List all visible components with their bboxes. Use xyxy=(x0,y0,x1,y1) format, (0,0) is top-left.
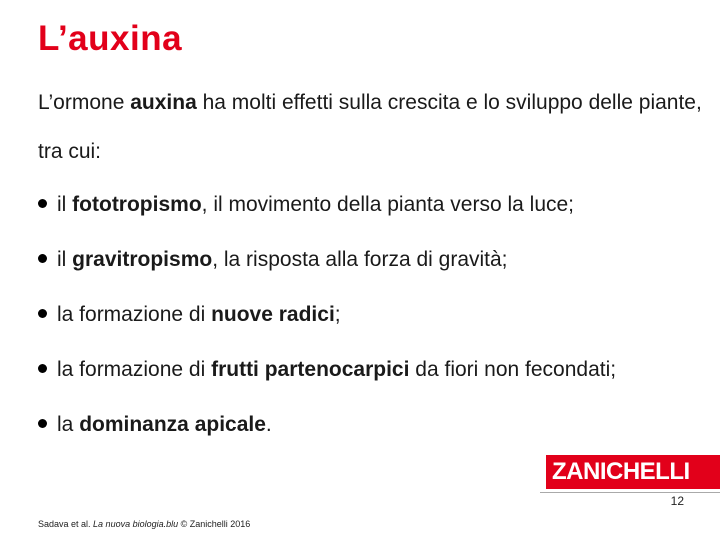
slide-title: L’auxina xyxy=(38,19,183,58)
list-item xyxy=(38,290,708,339)
bullet-dot-icon xyxy=(38,419,47,428)
item-post: ; xyxy=(334,303,341,326)
list-item xyxy=(38,180,708,229)
item-pre: la formazione di xyxy=(57,303,212,326)
bullet-dot-icon xyxy=(38,254,47,263)
intro-paragraph xyxy=(38,78,708,176)
bullet-dot-icon xyxy=(38,309,47,318)
item-pre: il xyxy=(57,193,73,216)
item-bold-term: fototropismo xyxy=(72,193,202,216)
footer-divider xyxy=(540,492,720,493)
item-post: , il movimento della pianta verso la luce; xyxy=(201,193,575,216)
item-bold-term: frutti partenocarpici xyxy=(211,358,410,381)
footer-copyright: © Zanichelli 2016 xyxy=(178,519,251,529)
zanichelli-logo: ZANICHELLI xyxy=(546,455,720,489)
item-pre: la formazione di xyxy=(57,358,212,381)
list-item xyxy=(38,400,708,449)
item-bold-term: gravitropismo xyxy=(72,248,213,271)
item-post: . xyxy=(265,413,272,436)
item-pre: il xyxy=(57,248,73,271)
item-post: da fiori non fecondati; xyxy=(409,358,617,381)
item-bold-term: nuove radici xyxy=(211,303,335,326)
item-pre: la xyxy=(57,413,80,436)
intro-post: ha molti effetti sulla crescita e lo sviluppo delle piante, tra cui: xyxy=(38,91,702,163)
list-item xyxy=(38,235,708,284)
bullet-dot-icon xyxy=(38,364,47,373)
citation-footer xyxy=(38,519,250,529)
list-item xyxy=(38,345,708,394)
item-post: , la risposta alla forza di gravità; xyxy=(212,248,508,271)
intro-pre: L’ormone xyxy=(38,91,131,114)
page-number: 12 xyxy=(670,494,684,508)
footer-book-title: La nuova biologia.blu xyxy=(93,519,179,529)
effects-list xyxy=(38,180,708,455)
item-bold-term: dominanza apicale xyxy=(79,413,266,436)
footer-authors: Sadava et al. xyxy=(38,519,94,529)
bullet-dot-icon xyxy=(38,199,47,208)
intro-bold-term: auxina xyxy=(130,91,197,114)
